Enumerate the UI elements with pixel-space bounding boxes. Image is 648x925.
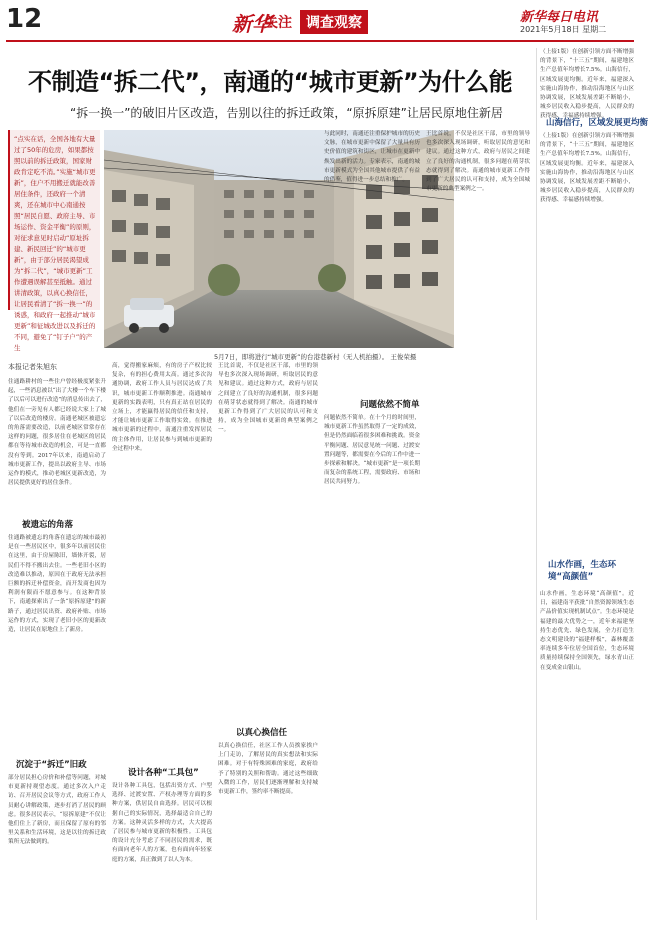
section-label-right: 调查观察 (300, 10, 368, 34)
subheading-3: 设计各种“工具包” (128, 768, 199, 778)
body-column-1a: 住通路耕村的一些住户曾经极度紧张升起，一些消息被以“出了大楼一个车下楼了以后可以进行改造”的消息传出去了，他们在一旁见有人都已经说大家上了城了以后改造的楼房。南通老城区被遗忘的角落需要改造，以前老城区常常存在这样的问题，很多居住在老城区的居民都在等待城市改造的机会，可是一直都没有等到。2017年以来，南通启动了城市更新工作，提出以政府主导、市场运作的模式，推动老城区更新改造，为居民提供更好的居住条件。 (8, 379, 106, 487)
subheading-1: 被遗忘的角落 (22, 520, 74, 530)
body-column-4top: 与此同时，南通还注重保护城市的历史文脉，在城市更新中保留了大量具有历史价值的建筑和街区，让城市在更新中焕发出新的活力。专家表示，南通的城市更新模式为全国其他城市提供了有益的借鉴，值得进一步总结和推广。 (324, 131, 420, 184)
subheading-6: 山海信行，区域发展更均衡 (546, 118, 648, 128)
body-column-2a: 高，觉得搬家麻烦，有的房子产权比较复杂，有的担心费用太高。通过多次沟通协调，政府工作人员与居民达成了共识，城市更新工作顺利推进。南通城市更新的实践表明，只有真正站在居民的立场上，才能赢得居民的信任和支持，才能让城市更新工作取得实效。在推进城市更新的过程中，南通注重发挥居民的主体作用，让居民参与到城市更新的全过程中来。 (112, 363, 212, 452)
photo-caption: 5月7日，即将进行“城市更新”的台港巷新村（无人机拍摄）。 王俊荣摄 (214, 353, 417, 361)
body-column-5: 王比首说，不仅是社区干部，市里的领导也多次深入现场调研，听取居民的意见和建议。通过这种方式，政府与居民之间建立了良好的沟通机制，很多问题在萌芽状态就得到了解决。南通的城市更新工作得到了广大居民的认可和支持，成为全国城市更新的典型案例之一。 (426, 131, 530, 193)
subheading-4: 以真心换信任 (236, 728, 288, 738)
right-column-mid: （上接1版）在创新引领方面不断增强的背景下，“十三五”期间，福建地区生产总值年均增长7.5%。山海信行，区域发展更均衡。近年来，福建深入实施山海协作，推动沿海地区与山区协调发展，区域发展差距不断缩小，城乡居民收入稳步提高，人民群众的获得感、幸福感持续增强。 (540, 133, 634, 204)
body-column-2b: 设计各种工具包，包括出资方式、户型选择、过渡安置、产权办理等方面的多种方案，供居民自由选择。居民可以根据自己的实际情况，选择最适合自己的方案。这种灵活多样的方式，大大提高了居民参与城市更新的积极性。工具包的设计充分考虑了不同居民的需求，既有面向老年人的方案，也有面向年轻家庭的方案，真正做到了以人为本。 (112, 783, 212, 863)
lede-box: “点实在话，全国各地有大量过了50年的危房，如果都按照以前的拆迁政策，国家财政肯定吃不消。”实施“城市更新”，住户不用搬迁就能改善居住条件，还政府一个清爽，还在城市中心南通按照“居民自愿、政府主导、市场运作、资金平衡”的原则，对征求意见时启动“原址拆建、新民回迁”的“城市更新”，由于部分居民渴望成为“拆二代”，“城市更新”工作遭遇误解甚至抵触。通过讲清政策，以真心换信任，让居民看清了“拆一换一”的诱惑，和政府一起推动“城市更新”和征城改进以及拆迁的不同，避免了“钉子户”的产生 (8, 130, 100, 310)
section-brand: 新华 (232, 12, 272, 36)
column-divider (536, 48, 537, 920)
masthead-brand: 新华每日电讯 (520, 10, 599, 25)
body-column-1b: 住通路被遗忘的角落在遗忘的城市最初是在一些居民区中，很多年以前居民住在这里，由于房屋陈旧，墙体开裂，居民们不得不搬出去住。一些老旧小区的改造难以推动，原因在于政府无法承担巨额的拆迁补偿资金，而开发商也因为利润有限而不愿意参与。在这种背景下，南通探索出了一条“原拆原建”的新路子，通过居民出资、政府补贴、市场运作的方式，实现了老旧小区的更新改造，让居民在原地住上了新房。 (8, 535, 106, 634)
headline: 不制造“拆二代”，南通的“城市更新”为什么能 (28, 68, 513, 96)
body-column-3b: 以真心换信任，社区工作人员挨家挨户上门走访，了解居民的真实想法和实际困难。对于有特殊困难的家庭，政府给予了特别的关照和帮助。通过这些细致入微的工作，居民们逐渐理解和支持城市更新工作，签约率不断提高。 (218, 743, 318, 796)
body-column-4a: 问题依然不简单。在十个月的时间里，城市更新工作虽然取得了一定的成效，但是仍然面临着很多困难和挑战。资金平衡问题、居民意见统一问题、过渡安置问题等，都需要在今后的工作中进一步探索和解决。“城市更新”是一项长期而复杂的系统工程，需要政府、市场和居民共同努力。 (324, 415, 420, 486)
body-column-1c: 部分居民担心房价和补偿等问题，对城市更新持观望态度。通过多次入户走访、召开居民会议等方式，政府工作人员耐心讲解政策，逐步打消了居民的顾虑。很多居民表示，“原拆原建”不仅让他们住上了新房，而且保留了原有的邻里关系和生活环境，这是以往的拆迁政策所无法做到的。 (8, 775, 106, 846)
subheading-7: 山水作画，生态环境“高颜值” (548, 560, 617, 582)
subheading-2: 沉淀于“拆迁”旧政 (16, 760, 87, 770)
header-divider (6, 40, 634, 42)
section-label-left: 关注 (264, 15, 292, 31)
subheading-5: 问题依然不简单 (360, 400, 420, 410)
masthead-date: 2021年5月18日 星期二 (520, 25, 607, 34)
right-column-bottom: 山水作画，生态环境“高颜值”。近日，福建南平获批“自然资源领域生态产品价值实现机制试点”。生态环境是福建的最大优势之一，近年来福建坚持生态优先、绿色发展，全力打造生态文明建设的“福建样板”，森林覆盖率连续多年位居全国首位，生态环境质量持续保持全国领先，绿水青山正在变成金山银山。 (540, 591, 634, 671)
byline: 本报记者朱旭东 (8, 363, 57, 371)
right-column-top: （上接1版）在创新引领方面不断增强的背景下，“十三五”期间，福建地区生产总值年均增长7.5%。山海信行，区域发展更均衡。近年来，福建深入实施山海协作，推动沿海地区与山区协调发展，区域发展差距不断缩小，城乡居民收入稳步提高，人民群众的获得感、幸福感持续增强。 (540, 49, 634, 120)
subheadline: “拆一换一”的破旧片区改造，告别以往的拆迁政策，“原拆原建”让居民原地住新居 (70, 106, 503, 120)
body-column-3a: 王比首说，不仅是社区干部，市里的领导也多次深入现场调研，听取居民的意见和建议。通过这种方式，政府与居民之间建立了良好的沟通机制，很多问题在萌芽状态就得到了解决。南通的城市更新工作得到了广大居民的认可和支持，成为全国城市更新的典型案例之一。 (218, 363, 318, 434)
page-number: 12 (6, 4, 43, 34)
